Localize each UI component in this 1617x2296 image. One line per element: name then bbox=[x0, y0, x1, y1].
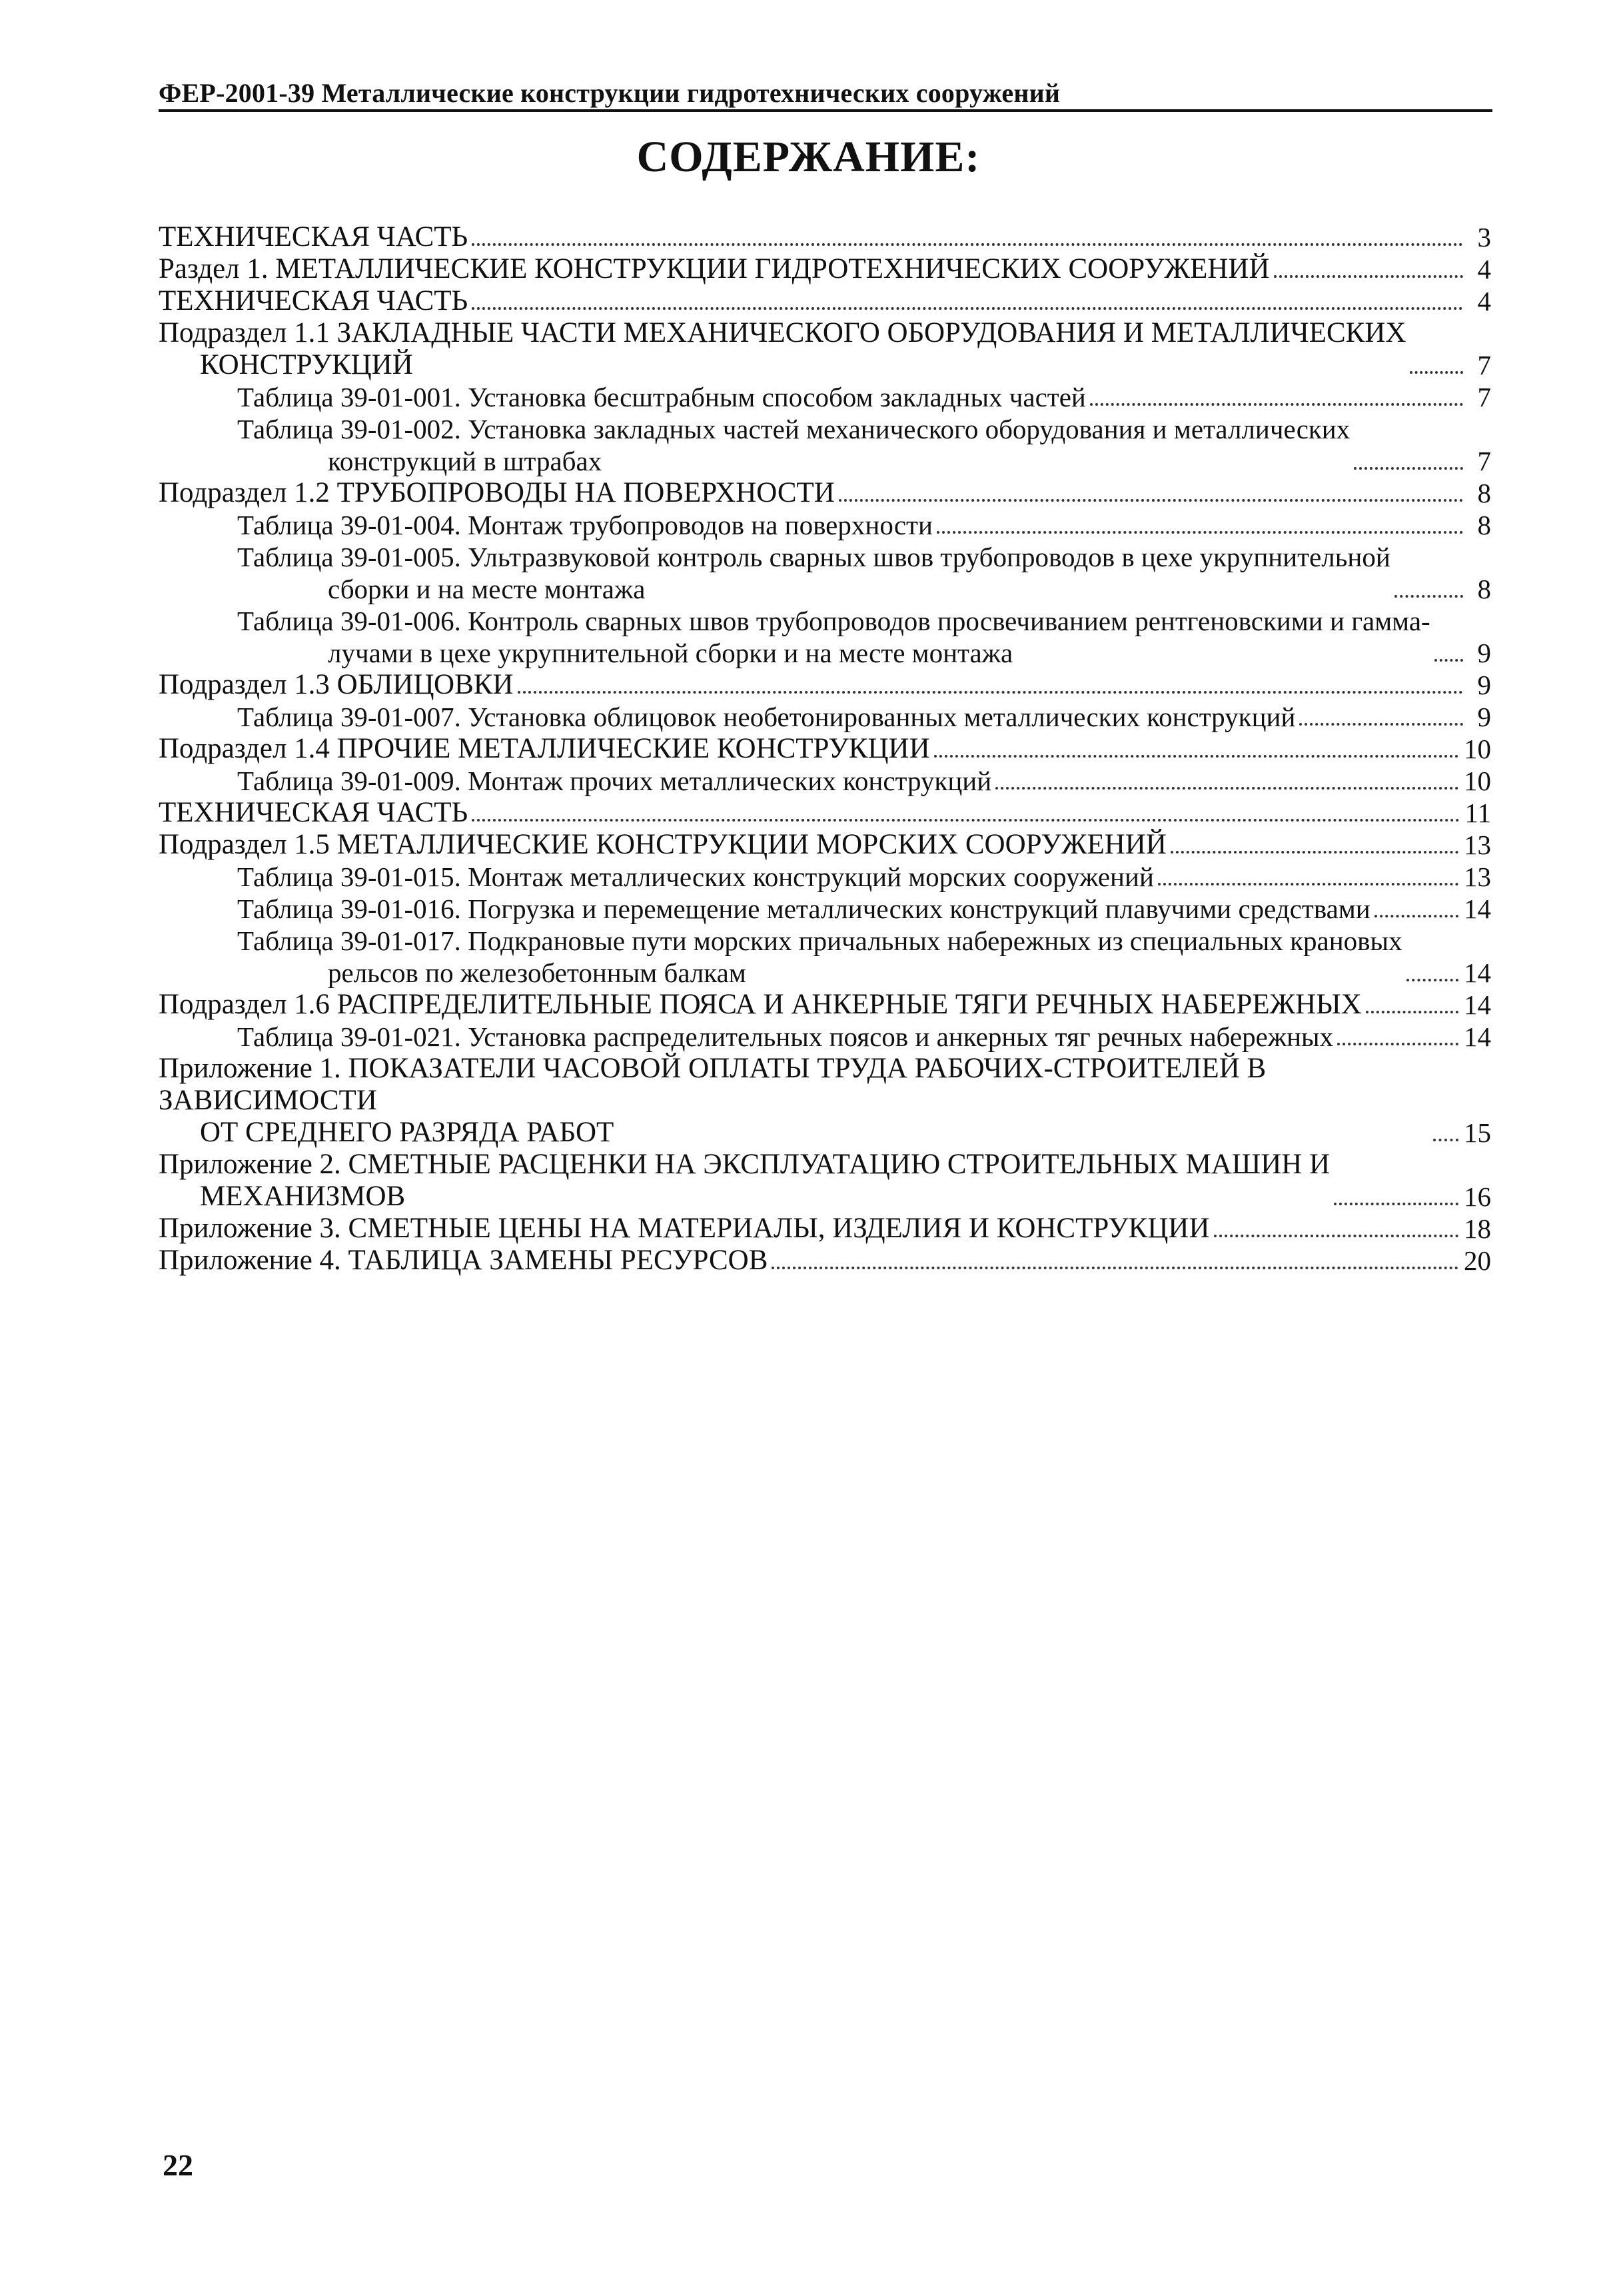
toc-entry[interactable] bbox=[159, 797, 1491, 829]
toc-entry-line: Таблица 39-01-001. Установка бесштрабным способом закладных частей bbox=[237, 382, 1086, 412]
toc-entry[interactable] bbox=[159, 669, 1491, 701]
toc-page-number: 13 bbox=[1464, 830, 1491, 860]
toc-entry-continuation: рельсов по железобетонным балкам bbox=[328, 957, 746, 988]
dot-leader bbox=[937, 531, 1463, 534]
toc-page-number: 14 bbox=[1464, 989, 1491, 1020]
toc-entry-title bbox=[237, 413, 1350, 477]
toc-entry-line: Таблица 39-01-009. Монтаж прочих металлических конструкций bbox=[237, 766, 992, 796]
toc-entry[interactable] bbox=[159, 509, 1491, 541]
toc-entry[interactable] bbox=[159, 765, 1491, 797]
dot-leader bbox=[772, 1267, 1458, 1269]
toc-page-number: 7 bbox=[1477, 446, 1491, 476]
dot-leader bbox=[1366, 1011, 1458, 1013]
toc-entry-line: Подраздел 1.3 ОБЛИЦОВКИ bbox=[159, 669, 514, 700]
dot-leader bbox=[839, 499, 1463, 502]
dot-leader bbox=[995, 787, 1458, 790]
toc-entry-title bbox=[237, 925, 1402, 989]
toc-entry[interactable] bbox=[159, 605, 1491, 669]
toc-entry-line: ТЕХНИЧЕСКАЯ ЧАСТЬ bbox=[159, 221, 468, 253]
toc-entry-title bbox=[159, 1149, 1330, 1213]
toc-entry-title bbox=[159, 1245, 768, 1277]
toc-entry-title bbox=[159, 829, 1167, 861]
toc-entry-title bbox=[237, 541, 1390, 605]
toc-entry[interactable] bbox=[159, 861, 1491, 893]
toc-entry[interactable] bbox=[159, 253, 1491, 285]
toc-page-number: 18 bbox=[1464, 1213, 1491, 1244]
toc-entry-line: Таблица 39-01-007. Установка облицовок необетонированных металлических конструкций bbox=[237, 702, 1296, 732]
toc-entry-line: Таблица 39-01-015. Монтаж металлических конструкций морских сооружений bbox=[237, 861, 1154, 892]
toc-entry[interactable] bbox=[159, 989, 1491, 1021]
toc-entry-title bbox=[159, 477, 835, 509]
toc-entry-title bbox=[159, 1053, 1429, 1149]
toc-entry-continuation: КОНСТРУКЦИЙ bbox=[200, 349, 413, 380]
toc-entry-title bbox=[159, 989, 1362, 1021]
toc-entry-line: Подраздел 1.6 РАСПРЕДЕЛИТЕЛЬНЫЕ ПОЯСА И АНКЕРНЫЕ ТЯГИ РЕЧНЫХ НАБЕРЕЖНЫХ bbox=[159, 989, 1362, 1020]
dot-leader bbox=[1434, 659, 1463, 662]
dot-leader bbox=[472, 819, 1459, 822]
toc-entry-title bbox=[159, 1213, 1210, 1245]
toc-entry-line: Раздел 1. МЕТАЛЛИЧЕСКИЕ КОНСТРУКЦИИ ГИДРОТЕХНИЧЕСКИХ СООРУЖЕНИЙ bbox=[159, 253, 1270, 285]
toc-page-number: 4 bbox=[1477, 286, 1491, 316]
toc-page-number: 9 bbox=[1477, 638, 1491, 668]
toc-entry-title bbox=[237, 701, 1295, 733]
toc-page-number: 14 bbox=[1464, 957, 1491, 988]
toc-page-number: 20 bbox=[1464, 1245, 1491, 1276]
toc-entry[interactable] bbox=[159, 1021, 1491, 1053]
table-of-contents bbox=[159, 221, 1491, 1277]
toc-entry-title bbox=[159, 733, 930, 765]
toc-entry-line: Подраздел 1.2 ТРУБОПРОВОДЫ НА ПОВЕРХНОСТИ bbox=[159, 477, 835, 508]
toc-entry-title bbox=[159, 317, 1406, 381]
toc-page-number: 4 bbox=[1477, 254, 1491, 285]
toc-entry-title bbox=[159, 253, 1270, 285]
toc-entry[interactable] bbox=[159, 381, 1491, 413]
header-rule bbox=[159, 109, 1492, 112]
toc-entry[interactable] bbox=[159, 1053, 1491, 1149]
dot-leader bbox=[1406, 979, 1458, 981]
toc-entry-title bbox=[159, 285, 468, 317]
dot-leader bbox=[1374, 915, 1458, 917]
toc-entry-line: Приложение 3. СМЕТНЫЕ ЦЕНЫ НА МАТЕРИАЛЫ, ИЗДЕЛИЯ И КОНСТРУКЦИИ bbox=[159, 1213, 1210, 1244]
toc-entry-title bbox=[237, 861, 1154, 893]
toc-entry-title bbox=[159, 221, 468, 253]
dot-leader bbox=[1274, 275, 1463, 278]
toc-page-number: 7 bbox=[1477, 382, 1491, 412]
toc-entry[interactable] bbox=[159, 701, 1491, 733]
toc-page-number: 11 bbox=[1464, 798, 1491, 828]
toc-entry-title bbox=[237, 1021, 1333, 1053]
toc-entry[interactable] bbox=[159, 317, 1491, 381]
toc-entry-continuation: конструкций в штрабах bbox=[328, 446, 602, 476]
toc-entry-title bbox=[237, 765, 991, 797]
toc-entry-title bbox=[237, 509, 933, 541]
toc-page-number: 3 bbox=[1477, 222, 1491, 253]
toc-entry[interactable] bbox=[159, 1149, 1491, 1213]
toc-entry-continuation: ОТ СРЕДНЕГО РАЗРЯДА РАБОТ bbox=[200, 1117, 614, 1148]
page-number: 22 bbox=[163, 2148, 193, 2182]
toc-page-number: 15 bbox=[1464, 1117, 1491, 1148]
toc-page-number: 10 bbox=[1464, 734, 1491, 764]
toc-entry-line: ТЕХНИЧЕСКАЯ ЧАСТЬ bbox=[159, 285, 468, 316]
toc-entry[interactable] bbox=[159, 733, 1491, 765]
dot-leader bbox=[1337, 1043, 1458, 1045]
dot-leader bbox=[1299, 723, 1463, 726]
toc-entry-line: Таблица 39-01-005. Ультразвуковой контроль сварных швов трубопроводов в цехе укрупнительной bbox=[237, 542, 1390, 572]
toc-entry-continuation: сборки и на месте монтажа bbox=[328, 574, 646, 604]
toc-entry-title bbox=[237, 605, 1430, 669]
dot-leader bbox=[1214, 1235, 1459, 1237]
dot-leader bbox=[1334, 1203, 1458, 1205]
dot-leader bbox=[1158, 883, 1458, 885]
toc-page-number: 7 bbox=[1477, 350, 1491, 380]
running-header: ФЕР-2001-39 Металлические конструкции гидротехнических сооружений bbox=[159, 78, 1061, 108]
toc-entry-line: Таблица 39-01-021. Установка распределительных поясов и анкерных тяг речных набережных bbox=[237, 1021, 1334, 1052]
toc-page-number: 8 bbox=[1477, 510, 1491, 540]
toc-page-number: 8 bbox=[1477, 574, 1491, 604]
toc-entry-line: Таблица 39-01-016. Погрузка и перемещение металлических конструкций плавучими средствами bbox=[237, 893, 1370, 924]
toc-entry[interactable] bbox=[159, 285, 1491, 317]
toc-entry[interactable] bbox=[159, 1245, 1491, 1277]
toc-entry-line: Таблица 39-01-017. Подкрановые пути морских причальных набережных из специальных крановых bbox=[237, 925, 1402, 956]
toc-entry[interactable] bbox=[159, 477, 1491, 509]
toc-page-number: 9 bbox=[1477, 702, 1491, 732]
toc-page-number: 9 bbox=[1477, 670, 1491, 700]
toc-entry-continuation: лучами в цехе укрупнительной сборки и на месте монтажа bbox=[328, 638, 1013, 668]
toc-entry[interactable] bbox=[159, 1213, 1491, 1245]
dot-leader bbox=[472, 243, 1463, 246]
dot-leader bbox=[1394, 595, 1463, 598]
toc-entry[interactable] bbox=[159, 221, 1491, 253]
toc-entry-title bbox=[159, 797, 468, 829]
toc-entry-line: Подраздел 1.5 МЕТАЛЛИЧЕСКИЕ КОНСТРУКЦИИ МОРСКИХ СООРУЖЕНИЙ bbox=[159, 829, 1167, 860]
dot-leader bbox=[1433, 1139, 1458, 1141]
toc-page-number: 10 bbox=[1464, 766, 1491, 796]
toc-entry-line: Приложение 4. ТАБЛИЦА ЗАМЕНЫ РЕСУРСОВ bbox=[159, 1245, 768, 1276]
toc-entry-line: Подраздел 1.1 ЗАКЛАДНЫЕ ЧАСТИ МЕХАНИЧЕСКОГО ОБОРУДОВАНИЯ И МЕТАЛЛИЧЕСКИХ bbox=[159, 317, 1406, 348]
dot-leader bbox=[1410, 371, 1463, 374]
toc-entry-line: ТЕХНИЧЕСКАЯ ЧАСТЬ bbox=[159, 797, 468, 828]
dot-leader bbox=[518, 691, 1463, 694]
toc-entry[interactable] bbox=[159, 893, 1491, 925]
toc-entry[interactable] bbox=[159, 541, 1491, 605]
toc-page-number: 14 bbox=[1464, 1021, 1491, 1052]
toc-entry[interactable] bbox=[159, 925, 1491, 989]
toc-entry[interactable] bbox=[159, 829, 1491, 861]
toc-entry-line: Подраздел 1.4 ПРОЧИЕ МЕТАЛЛИЧЕСКИЕ КОНСТРУКЦИИ bbox=[159, 733, 930, 764]
toc-entry-title bbox=[159, 669, 514, 701]
toc-entry[interactable] bbox=[159, 413, 1491, 477]
dot-leader bbox=[1354, 467, 1463, 470]
dot-leader bbox=[472, 307, 1463, 310]
dot-leader bbox=[1171, 851, 1458, 854]
toc-entry-continuation: МЕХАНИЗМОВ bbox=[200, 1181, 406, 1212]
toc-page-number: 8 bbox=[1477, 478, 1491, 508]
page-title: СОДЕРЖАНИЕ: bbox=[636, 133, 981, 181]
dot-leader bbox=[934, 755, 1458, 758]
toc-entry-title bbox=[237, 893, 1370, 925]
toc-page-number: 14 bbox=[1464, 893, 1491, 924]
toc-entry-line: Таблица 39-01-006. Контроль сварных швов трубопроводов просвечиванием рентгеновскими и гамма- bbox=[237, 606, 1430, 636]
toc-entry-line: Приложение 2. СМЕТНЫЕ РАСЦЕНКИ НА ЭКСПЛУАТАЦИЮ СТРОИТЕЛЬНЫХ МАШИН И bbox=[159, 1149, 1331, 1180]
toc-page-number: 13 bbox=[1464, 861, 1491, 892]
toc-entry-title bbox=[237, 381, 1086, 413]
dot-leader bbox=[1090, 403, 1463, 406]
toc-entry-line: Приложение 1. ПОКАЗАТЕЛИ ЧАСОВОЙ ОПЛАТЫ ТРУДА РАБОЧИХ-СТРОИТЕЛЕЙ В ЗАВИСИМОСТИ bbox=[159, 1053, 1267, 1116]
toc-entry-line: Таблица 39-01-002. Установка закладных частей механического оборудования и металлических bbox=[237, 414, 1350, 444]
toc-page-number: 16 bbox=[1464, 1181, 1491, 1212]
toc-entry-line: Таблица 39-01-004. Монтаж трубопроводов на поверхности bbox=[237, 510, 933, 540]
